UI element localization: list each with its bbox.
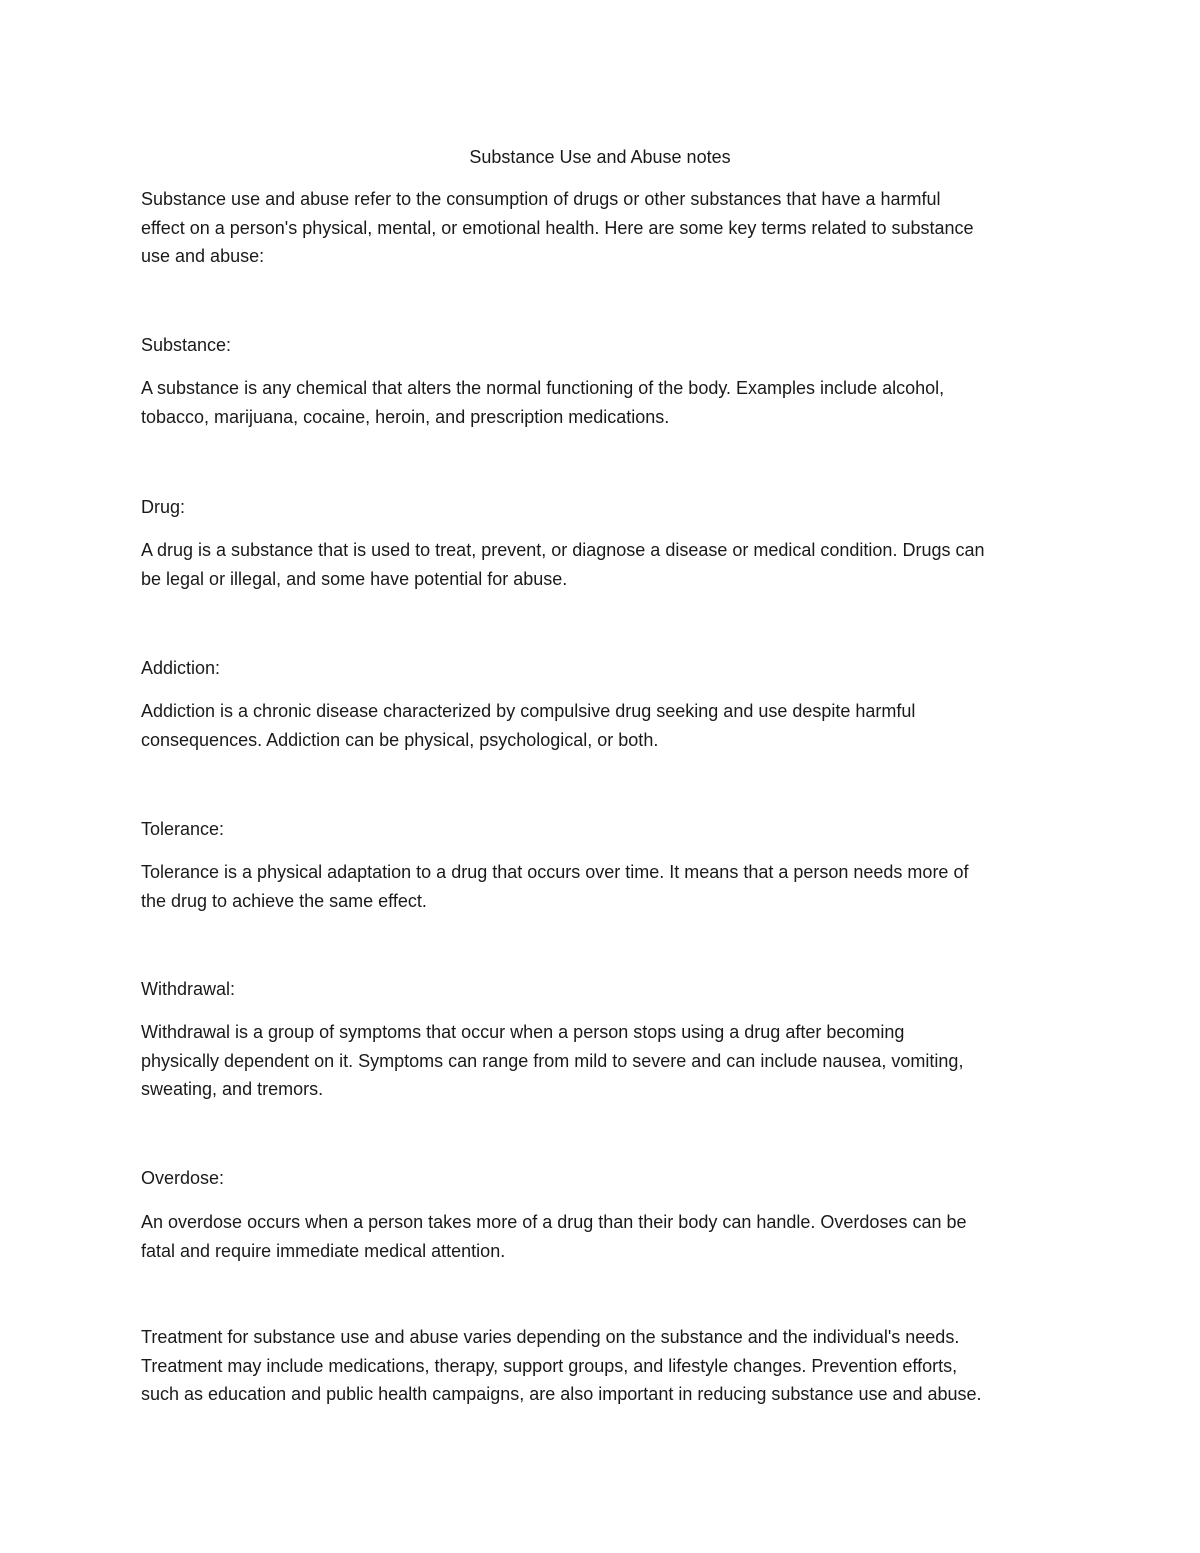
definition-line: Addiction is a chronic disease characterized by compulsive drug seeking and use despite harmful bbox=[141, 701, 916, 721]
definition-tolerance bbox=[141, 858, 1071, 915]
conclusion-line: Treatment may include medications, therapy, support groups, and lifestyle changes. Prevention efforts, bbox=[141, 1355, 958, 1376]
term-heading-tolerance: Tolerance: bbox=[141, 819, 225, 839]
definition-line: sweating, and tremors. bbox=[141, 1079, 324, 1100]
definition-line: tobacco, marijuana, cocaine, heroin, and prescription medications. bbox=[141, 406, 670, 427]
intro-line: use and abuse: bbox=[141, 246, 265, 267]
document-title: Substance Use and Abuse notes bbox=[469, 147, 731, 167]
definition-line: Withdrawal is a group of symptoms that occur when a person stops using a drug after becoming bbox=[141, 1022, 905, 1042]
definition-line: be legal or illegal, and some have potential for abuse. bbox=[141, 568, 568, 589]
term-heading-withdrawal: Withdrawal: bbox=[141, 979, 236, 999]
term-heading-substance: Substance: bbox=[141, 335, 232, 355]
definition-line: physically dependent on it. Symptoms can range from mild to severe and can include nausea, vomiting, bbox=[141, 1050, 964, 1071]
term-heading-overdose: Overdose: bbox=[141, 1168, 225, 1188]
conclusion-paragraph bbox=[141, 1323, 1071, 1409]
definition-overdose bbox=[141, 1208, 1071, 1265]
conclusion-line: such as education and public health campaigns, are also important in reducing substance use and abuse. bbox=[141, 1384, 982, 1405]
definition-line: fatal and require immediate medical attention. bbox=[141, 1240, 506, 1261]
definition-line: A drug is a substance that is used to treat, prevent, or diagnose a disease or medical condition. Drugs can bbox=[141, 540, 985, 560]
definition-withdrawal bbox=[141, 1018, 1071, 1104]
definition-substance bbox=[141, 374, 1071, 431]
intro-line: Substance use and abuse refer to the consumption of drugs or other substances that have a harmful bbox=[141, 189, 941, 209]
intro-paragraph bbox=[141, 185, 1071, 271]
definition-line: Tolerance is a physical adaptation to a drug that occurs over time. It means that a person needs more of bbox=[141, 862, 969, 882]
conclusion-line: Treatment for substance use and abuse varies depending on the substance and the individual's needs. bbox=[141, 1327, 960, 1347]
definition-addiction bbox=[141, 697, 1071, 754]
definition-drug bbox=[141, 536, 1071, 593]
term-heading-drug: Drug: bbox=[141, 497, 186, 517]
definition-line: A substance is any chemical that alters the normal functioning of the body. Examples include alcohol, bbox=[141, 378, 945, 398]
term-heading-addiction: Addiction: bbox=[141, 658, 221, 678]
intro-line: effect on a person's physical, mental, or emotional health. Here are some key terms related to substance bbox=[141, 217, 974, 238]
definition-line: the drug to achieve the same effect. bbox=[141, 890, 427, 911]
definition-line: consequences. Addiction can be physical, psychological, or both. bbox=[141, 729, 659, 750]
definition-line: An overdose occurs when a person takes more of a drug than their body can handle. Overdoses can be bbox=[141, 1212, 967, 1232]
